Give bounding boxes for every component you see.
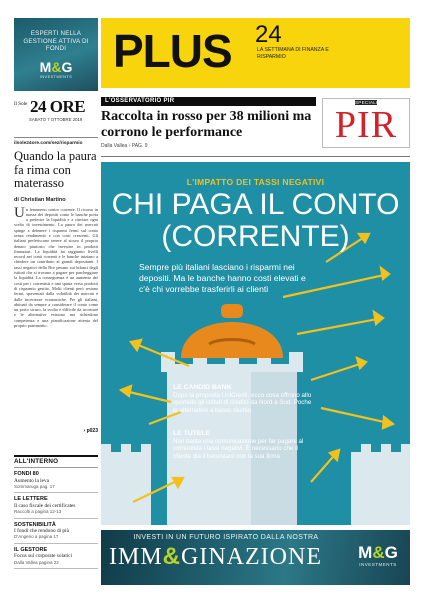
feature-lede: Sempre più italiani lasciano i risparmi nei depositi. Ma le banche hanno costi elevati e c'è chi vorrebbe trasferirli ai clienti [139,262,306,294]
plus24-banner[interactable] [101,18,410,88]
masthead-prefix: Il Sole [14,102,28,107]
list-item-text: I fondi che rendono di più [14,528,70,535]
mg-logo [37,60,75,86]
list-item-page: Raccolti a pagina 12-13 [14,509,62,515]
feature-kicker: L'IMPATTO DEI TASSI NEGATIVI [186,177,325,187]
list-item-page: Dalla Vallea pagina 22 [14,559,59,565]
left-article [14,150,98,434]
list-item[interactable] [14,544,98,569]
list-item-text: Focus sul corporate solatici [14,553,73,560]
ad-top-mg[interactable] [14,18,98,91]
plus-brand: PLUS [113,25,232,77]
masthead-url[interactable]: ilsole24ore.com/sez/risparmio [14,141,83,146]
pir-special-label: SPECIALE [355,100,380,105]
mg-logo-bottom-text: M&G [358,543,398,562]
ad-bottom-big-right: GINAZIONE [181,544,322,570]
feature-sub2-text: Non basta una comunicazione per far pagare al correntista i tassi negativi. È necessario che il cliente dia il benestare con la sua firma [173,438,304,460]
list-item-section: FONDI 80 [14,471,39,477]
all-interno [14,455,98,569]
mg-logo-bottom-sub: INVESTMENTS [359,562,397,567]
masthead-date: SABATO 7 OTTOBRE 2019 [29,117,83,122]
dropcap: U [14,206,25,221]
pir-special-box[interactable] [322,98,410,148]
list-item-section: LE LETTERE [14,496,48,503]
all-interno-title: ALL'INTERNO [14,455,98,468]
list-item-page: Sommaruga pag. 17 [14,483,55,489]
feature-sub1-title: LE CANDID BANK [173,384,232,391]
feature-headline[interactable] [101,189,410,253]
osservatorio-label: L'OSSERVATORIO PIR [105,98,175,104]
feature-story[interactable] [101,162,410,525]
feature-sub2-title: LE TUTELE [173,430,211,437]
list-item-section: IL GESTORE [14,546,48,553]
plus-tagline: LA SETTIMANA DI FINANZA E RISPARMIO [257,47,329,60]
mg-logo-text: M&G [39,59,73,75]
pir-headline[interactable]: Raccolta in rosso per 38 milioni ma corrono le performance [101,109,312,140]
masthead-logo[interactable]: 24 ORE [30,97,86,116]
ad-bottom-big-amp: & [162,543,182,570]
pir-page-ref: Dalla Vallea › PAG. 9 [101,143,148,149]
ad-bottom-line: INVESTI IN UN FUTURO ISPIRATO DALLA NOSTRA [133,534,319,541]
ad-bottom-headline [109,544,322,570]
ad-bottom-mg[interactable] [101,530,410,585]
left-article-body [14,207,98,427]
pir-logo: PIR [334,104,398,146]
list-item[interactable] [14,519,98,544]
mg-logo-bottom [354,544,402,567]
list-item[interactable] [14,493,98,518]
feature-sub-tutele[interactable] [173,430,313,460]
plus-number: 24 [255,21,282,48]
feature-sub1-text: Dopo la proposta UniCredit, ecco cosa offrono allo sportello gli istituti di credito da Nord a Sud. Poche le alternative a basso rischio [173,392,312,414]
mg-logo-sub: INVESTMENTS [39,75,73,79]
left-article-title[interactable]: Quando la paura fa rima con materasso [14,149,97,190]
masthead-rule [14,137,98,138]
feature-headline-line1: CHI PAGA IL CONTO [111,188,400,221]
left-article-continue[interactable]: › p023 [83,427,98,434]
list-item-section: SOSTENIBILITÀ [14,521,56,528]
left-article-text: n fenomeno contro corrente. Il ricorso in massa dei depositi conto le banche porta a preferire la liquidità e a rinviare ogni scelta di investimento. La paura dei mercati spinge a detenere i risparmi fermi sul conto senza rendimento e con costi crescenti. Gli italiani preferiscono tenere al sicuro il proprio denaro piuttosto che investire in prodotti finanziari. La liquidità ha raggiunto livelli record nei conti correnti e le banche iniziano a chiedere un contributo ai grandi depositanti. I tassi negativi della Bce pesano sui bilanci degli istituti che si trovano a pagare per parcheggiare la liquidità. La conseguenza è un aumento dei costi per i correntisti e una spinta verso prodotti di risparmio gestito. Molti clienti però restano fermi, spaventati dalla volatilità dei mercati e dalle incertezze economiche. Per gli italiani, abituati da sempre a considerare il conto come un porto sicuro, la svolta è difficile da accettare e le alternative esistono ma richiedono competenza e una pianificazione attenta del proprio patrimonio. [14,206,98,329]
ad-bottom-big-left: IMM [109,544,163,570]
feature-headline-line2: (CORRENTE) [161,220,350,253]
list-item-text: Il caso fiscale dei certificates [14,502,76,509]
ad-top-text: ESPERTI NELLA GESTIONE ATTIVA DI FONDI [23,30,89,52]
section-divider [101,156,410,157]
left-article-byline: di Christian Martino [14,196,66,203]
list-item-page: D'Angerio a pagina 17 [14,534,59,540]
list-item-text: Aumento la leva [14,477,50,484]
list-item[interactable] [14,468,98,493]
feature-sub-candid-bank[interactable] [173,384,313,414]
osservatorio-label-bar [101,97,316,106]
